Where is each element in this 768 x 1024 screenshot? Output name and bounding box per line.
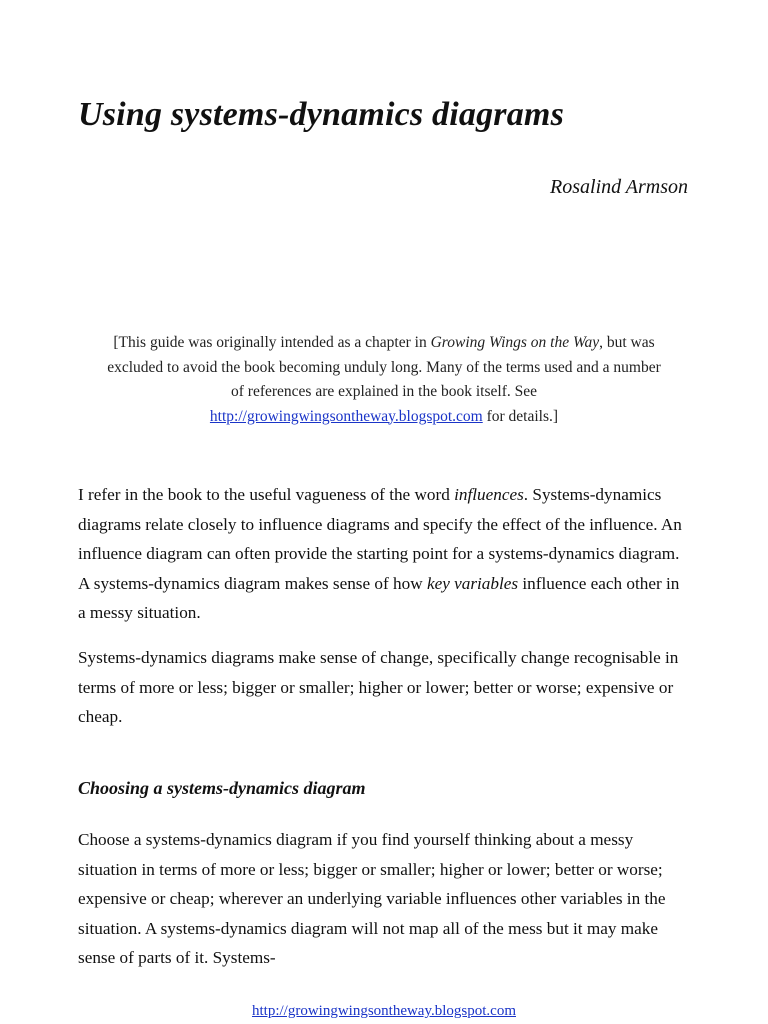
book-title: Growing Wings on the Way	[430, 334, 600, 351]
note-text-3: for details.]	[482, 407, 559, 425]
document-title: Using systems-dynamics diagrams	[78, 96, 565, 133]
blog-link[interactable]: http://growingwingsontheway.blogspot.com	[209, 407, 483, 425]
note-text-2: , but was excluded to avoid the book becoming unduly long. Many of the terms used and a number of references are explained in the book itself. See	[107, 334, 661, 400]
page-footer	[0, 1003, 768, 1020]
p1-text-1: I refer in the book to the useful vagueness of the word	[78, 485, 455, 504]
footer-link[interactable]: http://growingwingsontheway.blogspot.com	[251, 1003, 516, 1019]
paragraph-influences	[78, 480, 690, 628]
paragraph-choosing: Choose a systems-dynamics diagram if you find yourself thinking about a messy situation in terms of more or less; bigger or smaller; higher or lower; better or worse; expensive or cheap; wherever an underlying variable influences other variables in the situation. A systems-dynamics diagram will not map all of the mess but it may make sense of parts of it. Systems-	[78, 830, 666, 967]
intro-note	[100, 331, 668, 429]
p1-text-2: . Systems-dynamics diagrams relate closely to influence diagrams and specify the effect of the influence. An influence diagram can often provide the starting point for a systems-dynamics diagram. A systems-dynamics diagram makes sense of how	[78, 485, 682, 593]
paragraph-change: Systems-dynamics diagrams make sense of change, specifically change recognisable in terms of more or less; bigger or smaller; higher or lower; better or worse; expensive or cheap.	[78, 648, 679, 726]
section-heading: Choosing a systems-dynamics diagram	[78, 778, 366, 798]
p1-emphasis-key-variables: key variables	[426, 573, 519, 593]
note-text-1: [This guide was originally intended as a chapter in	[113, 334, 431, 351]
p1-emphasis-influences: influences	[454, 485, 524, 504]
p1-text-3: influence each other in a messy situation.	[78, 573, 680, 622]
author-name: Rosalind Armson	[550, 176, 688, 198]
